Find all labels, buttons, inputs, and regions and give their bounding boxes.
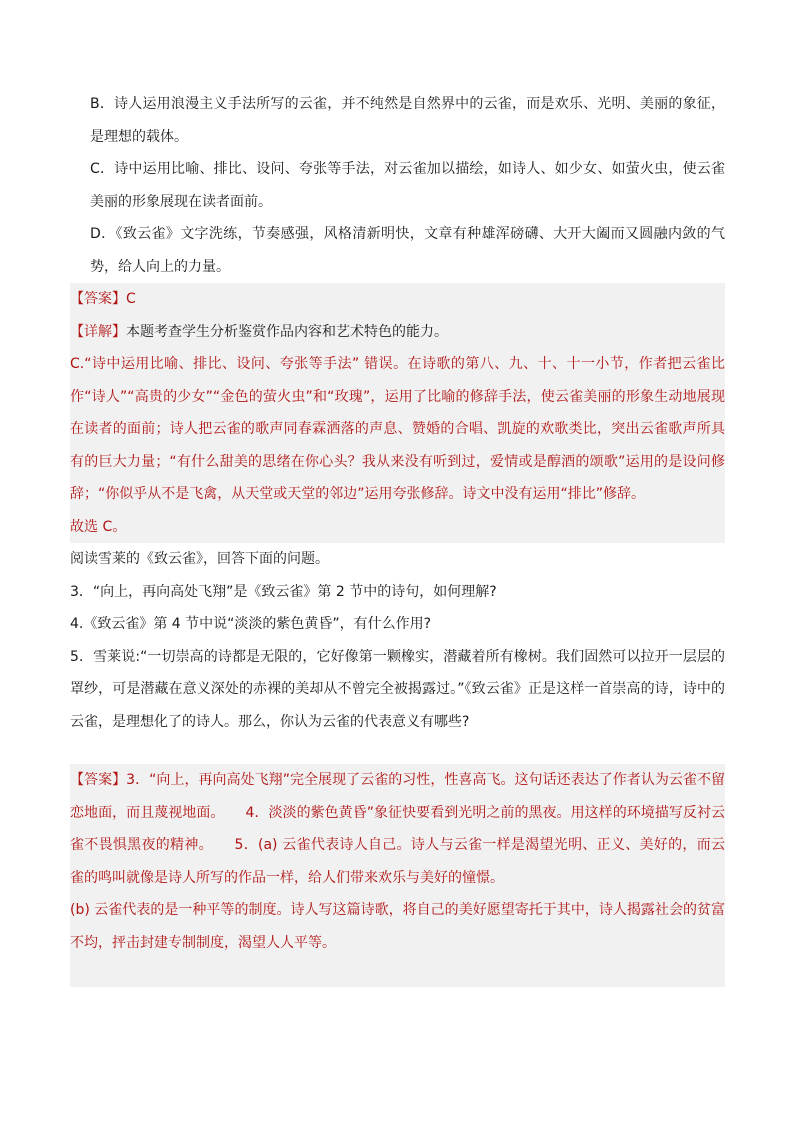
- answer-2-tail: [70, 959, 725, 987]
- answer-1-line: [70, 283, 725, 316]
- answer-2-block: [70, 764, 725, 987]
- question-5: 5．雪莱说:“一切崇高的诗都是无限的，它好像第一颗橡实，潜藏着所有橡树。我们固然可以拉开一层层的罩纱，可是潜藏在意义深处的赤裸的美却从不曾完全被揭露过。”《致云雀》正是这样一首崇高的诗，诗中的云雀，是理想化了的诗人。那么，你认为云雀的代表意义有哪些?: [70, 648, 725, 730]
- answer-2-text: [70, 764, 725, 894]
- answer-1-explanation: C.“诗中运用比喻、排比、设问、夸张等手法” 错误。在诗歌的第八、九、十、十一小节，作者把云雀比作“诗人”“高贵的少女”“金色的萤火虫”和“玫瑰”，运用了比喻的修辞手法，使云雀美丽的形象生动地展现在读者的面前；诗人把云雀的歌声同春霖洒落的声息、赞婚的合唱、凯旋的欢歌类比，突出云雀歌声所具有的巨大力量；“有什么甜美的思绪在你心头？我从来没有听到过，爱情或是醇酒的颂歌”运用的是设问修辞；“你似乎从不是飞禽，从天堂或天堂的邻边”运用夸张修辞。诗文中没有运用“排比”修辞。: [70, 356, 725, 502]
- option-b: B．诗人运用浪漫主义手法所写的云雀，并不纯然是自然界中的云雀，而是欢乐、光明、美丽的象征，是理想的载体。: [90, 96, 725, 145]
- question-3: 3．“向上，再向高处飞翔”是《致云雀》第 2 节中的诗句，如何理解?: [70, 583, 497, 600]
- detail-line: [70, 316, 725, 349]
- answer-2-label: 【答案】: [70, 772, 127, 788]
- detail-text: 本题考查学生分析鉴赏作品内容和艺术特色的能力。: [126, 323, 448, 340]
- blank-gap: [70, 738, 725, 764]
- answer-2-body: 3．“向上，再向高处飞翔”完全展现了云雀的习性，性喜高飞。这句话还表达了作者认为云雀不留恋地面，而且蔑视地面。 4．淡淡的紫色黄昏”象征快要看到光明之前的黑夜。用这样的环境描写反衬云雀不畏惧黑夜的精神。 5．(a) 云雀代表诗人自己。诗人与云雀一样是渴望光明、正义、美好的，而云雀的鸣叫就像是诗人所写的作品一样，给人们带来欢乐与美好的憧憬。: [70, 772, 725, 886]
- option-c: C．诗中运用比喻、排比、设问、夸张等手法，对云雀加以描绘，如诗人、如少女、如萤火虫，使云雀美丽的形象展现在读者面前。: [90, 161, 725, 210]
- detail-label: 【详解】: [70, 323, 126, 340]
- document-page: [70, 88, 725, 987]
- answer-1-conclusion: 故选 C。: [70, 518, 127, 535]
- question-4: 4.《致云雀》第 4 节中说“淡淡的紫色黄昏”，有什么作用?: [70, 616, 432, 632]
- answer-1-block: [70, 283, 725, 543]
- reading-intro: 阅读雪莱的《致云雀》，回答下面的问题。: [70, 551, 329, 567]
- answer-label: 【答案】: [70, 291, 126, 307]
- answer-2-b: (b) 云雀代表的是一种平等的制度。诗人写这篇诗歌，将自己的美好愿望寄托于其中，诗人揭露社会的贫富不均，抨击封建专制制度，渴望人人平等。: [70, 902, 725, 951]
- option-d: D．《致云雀》文字洗练，节奏感强，风格清新明快，文章有种雄浑磅礴、大开大阖而又圆融内敛的气势，给人向上的力量。: [90, 226, 725, 275]
- answer-value: C: [126, 291, 136, 307]
